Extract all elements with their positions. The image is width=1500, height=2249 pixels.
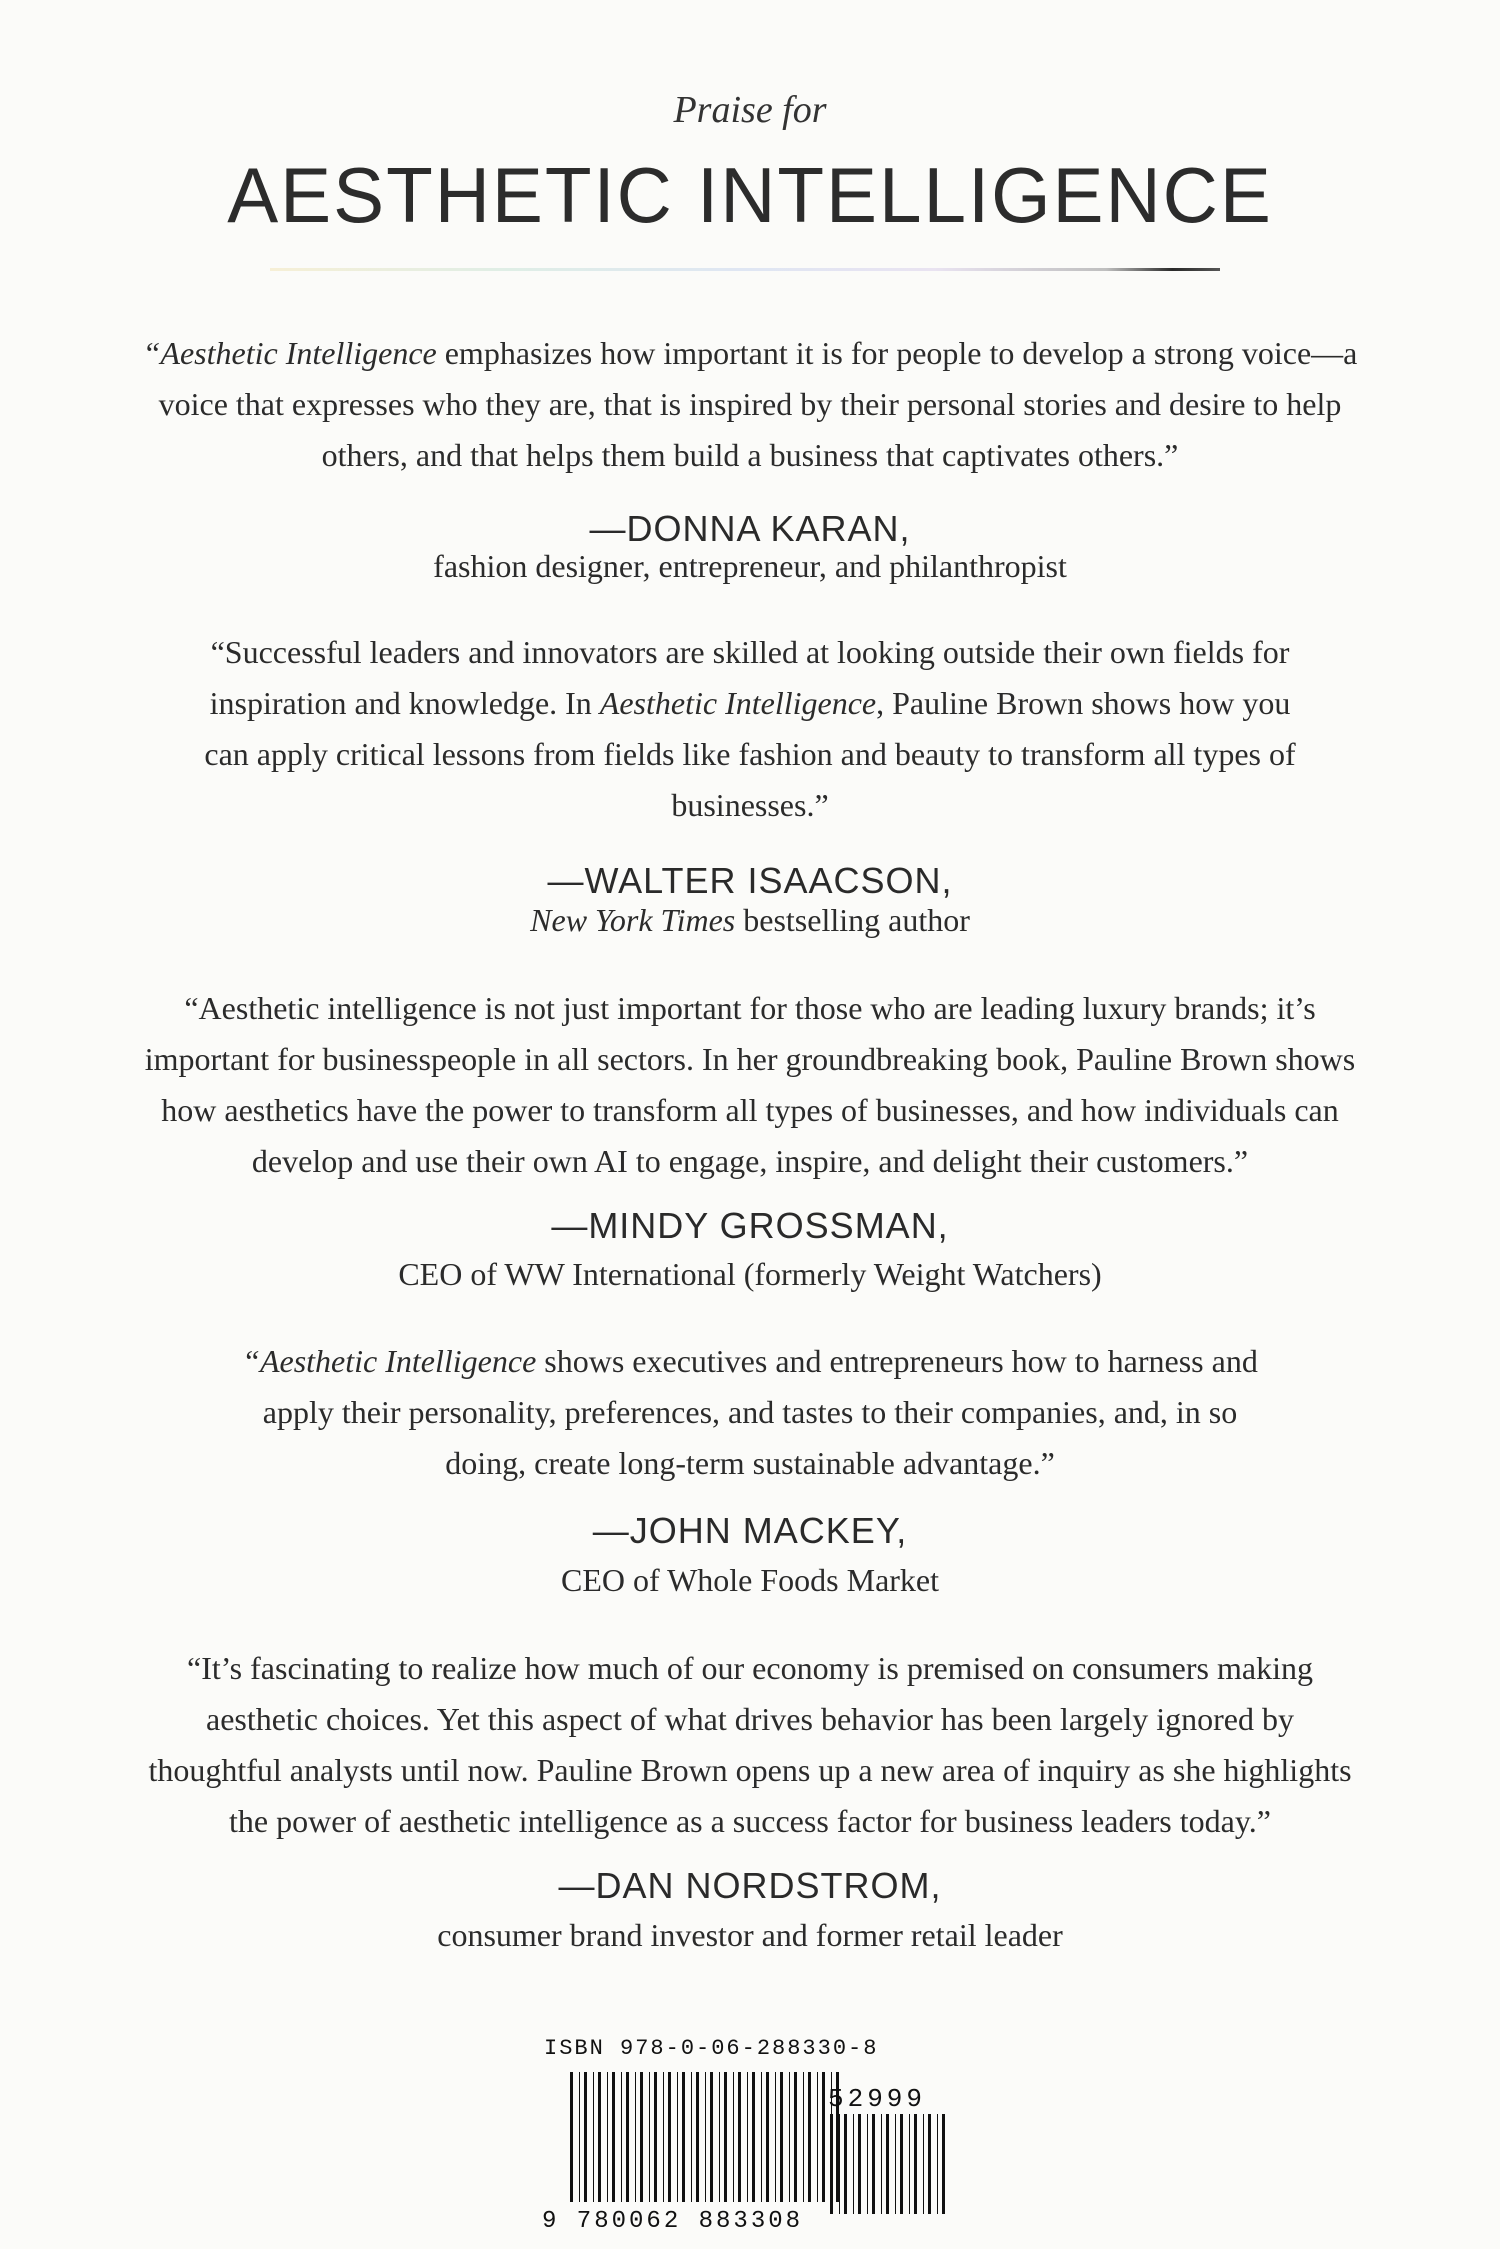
barcode-bar — [789, 2072, 790, 2202]
attribution-name: —DONNA KARAN, — [589, 508, 911, 549]
barcode-bar — [579, 2072, 580, 2202]
barcode-bar — [822, 2072, 825, 2202]
attribution-role: CEO of Whole Foods Market — [560, 1562, 940, 1598]
barcode-bar — [612, 2072, 615, 2202]
barcode-bar — [677, 2072, 678, 2202]
quote-text: emphasizes how important it is for people to develop a strong voice—a voice that expresses who they are, that is inspired by their personal stories and desire to help others, and that helps them build a business that captivates others.” — [158, 335, 1358, 473]
barcode-bar — [853, 2114, 854, 2214]
barcode-bar — [747, 2072, 748, 2202]
quote-john-mackey — [230, 1336, 1270, 1489]
attribution-name: —WALTER ISAACSON, — [547, 860, 953, 901]
attribution-name: —MINDY GROSSMAN, — [551, 1205, 949, 1246]
barcode-bar — [839, 2114, 840, 2214]
barcode-bar — [640, 2072, 643, 2202]
quote-italic: “Aesthetic Intelligence — [142, 335, 437, 371]
barcode-bar — [593, 2072, 594, 2202]
quote-dan-nordstrom — [140, 1643, 1360, 1847]
barcode-bar — [909, 2114, 910, 2214]
attribution-role — [0, 902, 1500, 939]
barcode-bar — [895, 2114, 896, 2214]
attribution-role: CEO of WW International (formerly Weight Watchers) — [398, 1256, 1102, 1292]
barcode-bar — [705, 2072, 706, 2202]
barcode-bar — [942, 2114, 945, 2214]
barcode-bar — [867, 2114, 868, 2214]
barcode-bar — [570, 2072, 573, 2202]
barcode-bar — [780, 2072, 783, 2202]
role-italic: New York Times — [530, 902, 736, 938]
barcode-bar — [923, 2114, 924, 2214]
barcode-bar — [663, 2072, 664, 2202]
quote-mindy-grossman — [140, 983, 1360, 1187]
barcode-bar — [621, 2072, 622, 2202]
barcode-bar — [635, 2072, 636, 2202]
quote-italic: Aesthetic Intelligence — [599, 685, 877, 721]
barcode-bar — [710, 2072, 713, 2202]
isbn-label: ISBN 978-0-06-288330-8 — [544, 2036, 879, 2061]
barcode-bar — [817, 2072, 818, 2202]
barcode-bar — [696, 2072, 699, 2202]
barcode-bar — [733, 2072, 734, 2202]
barcode-bar — [794, 2072, 797, 2202]
quote-donna-karan — [140, 328, 1360, 481]
barcode-bar — [738, 2072, 741, 2202]
role-rest: bestselling author — [735, 902, 970, 938]
quote-text: “It’s fascinating to realize how much of our economy is premised on consumers making aesthetic choices. Yet this aspect of what drives behavior has been largely ignored by thoughtful analysts until now. Pauline Brown opens up a new area of inquiry as she highlights the power of aesthetic intelligence as a success factor for business leaders today.” — [148, 1650, 1352, 1839]
quote-text: shows executives and entrepreneurs how to harness and apply their personality, preferences, and tastes to their companies, and, in so doing, create long-term sustainable advantage.” — [262, 1343, 1258, 1481]
title-divider — [270, 268, 1220, 271]
price-addon-bars — [828, 2114, 948, 2224]
barcode-bar — [654, 2072, 657, 2202]
barcode-bar — [886, 2114, 889, 2214]
barcode-bar — [775, 2072, 776, 2202]
praise-for-heading: Praise for — [673, 89, 827, 131]
quote-walter-isaacson — [190, 627, 1310, 831]
barcode-bar — [607, 2072, 608, 2202]
quote-text: , Pauline Brown shows how you can apply critical lessons from fields like fashion and beauty to transform all types of businesses.” — [204, 685, 1296, 823]
barcode-bar — [682, 2072, 685, 2202]
attribution-role: fashion designer, entrepreneur, and philanthropist — [433, 548, 1067, 584]
barcode-bar — [914, 2114, 917, 2214]
barcode-bar — [844, 2114, 847, 2214]
barcode-bar — [598, 2072, 601, 2202]
quote-italic: “Aesthetic Intelligence — [242, 1343, 537, 1379]
barcode-bar — [872, 2114, 875, 2214]
ean-digits: 9 780062 883308 — [542, 2208, 804, 2235]
barcode-bar — [649, 2072, 650, 2202]
attribution-name: —DAN NORDSTROM, — [558, 1865, 942, 1906]
attribution-role: consumer brand investor and former retail leader — [437, 1917, 1063, 1953]
barcode-bar — [668, 2072, 671, 2202]
barcode-bar — [719, 2072, 720, 2202]
barcode-bar — [900, 2114, 903, 2214]
barcode-bar — [752, 2072, 755, 2202]
barcode-bar — [808, 2072, 811, 2202]
barcode-bar — [803, 2072, 804, 2202]
barcode-bar — [881, 2114, 882, 2214]
barcode-bar — [830, 2114, 833, 2214]
isbn-barcode — [540, 2036, 960, 2236]
barcode-bar — [928, 2114, 931, 2214]
barcode-bar — [691, 2072, 692, 2202]
barcode-bar — [724, 2072, 727, 2202]
book-title: AESTHETIC INTELLIGENCE — [227, 151, 1273, 239]
barcode-bar — [766, 2072, 769, 2202]
barcode-bar — [626, 2072, 629, 2202]
quote-text: “Successful leaders and innovators are skilled at looking outside their own fields for inspiration and knowledge. In — [209, 634, 1290, 721]
price-code: 52999 — [828, 2084, 927, 2114]
barcode-bar — [858, 2114, 861, 2214]
barcode-bar — [584, 2072, 587, 2202]
quote-text: “Aesthetic intelligence is not just important for those who are leading luxury brands; it’s important for businesspeople in all sectors. In her groundbreaking book, Pauline Brown shows how aesthetics have the power to transform all types of businesses, and how individuals can develop and use their own AI to engage, inspire, and delight their customers.” — [144, 990, 1356, 1179]
barcode-bar — [761, 2072, 762, 2202]
barcode-bar — [937, 2114, 938, 2214]
attribution-name: —JOHN MACKEY, — [592, 1510, 908, 1551]
